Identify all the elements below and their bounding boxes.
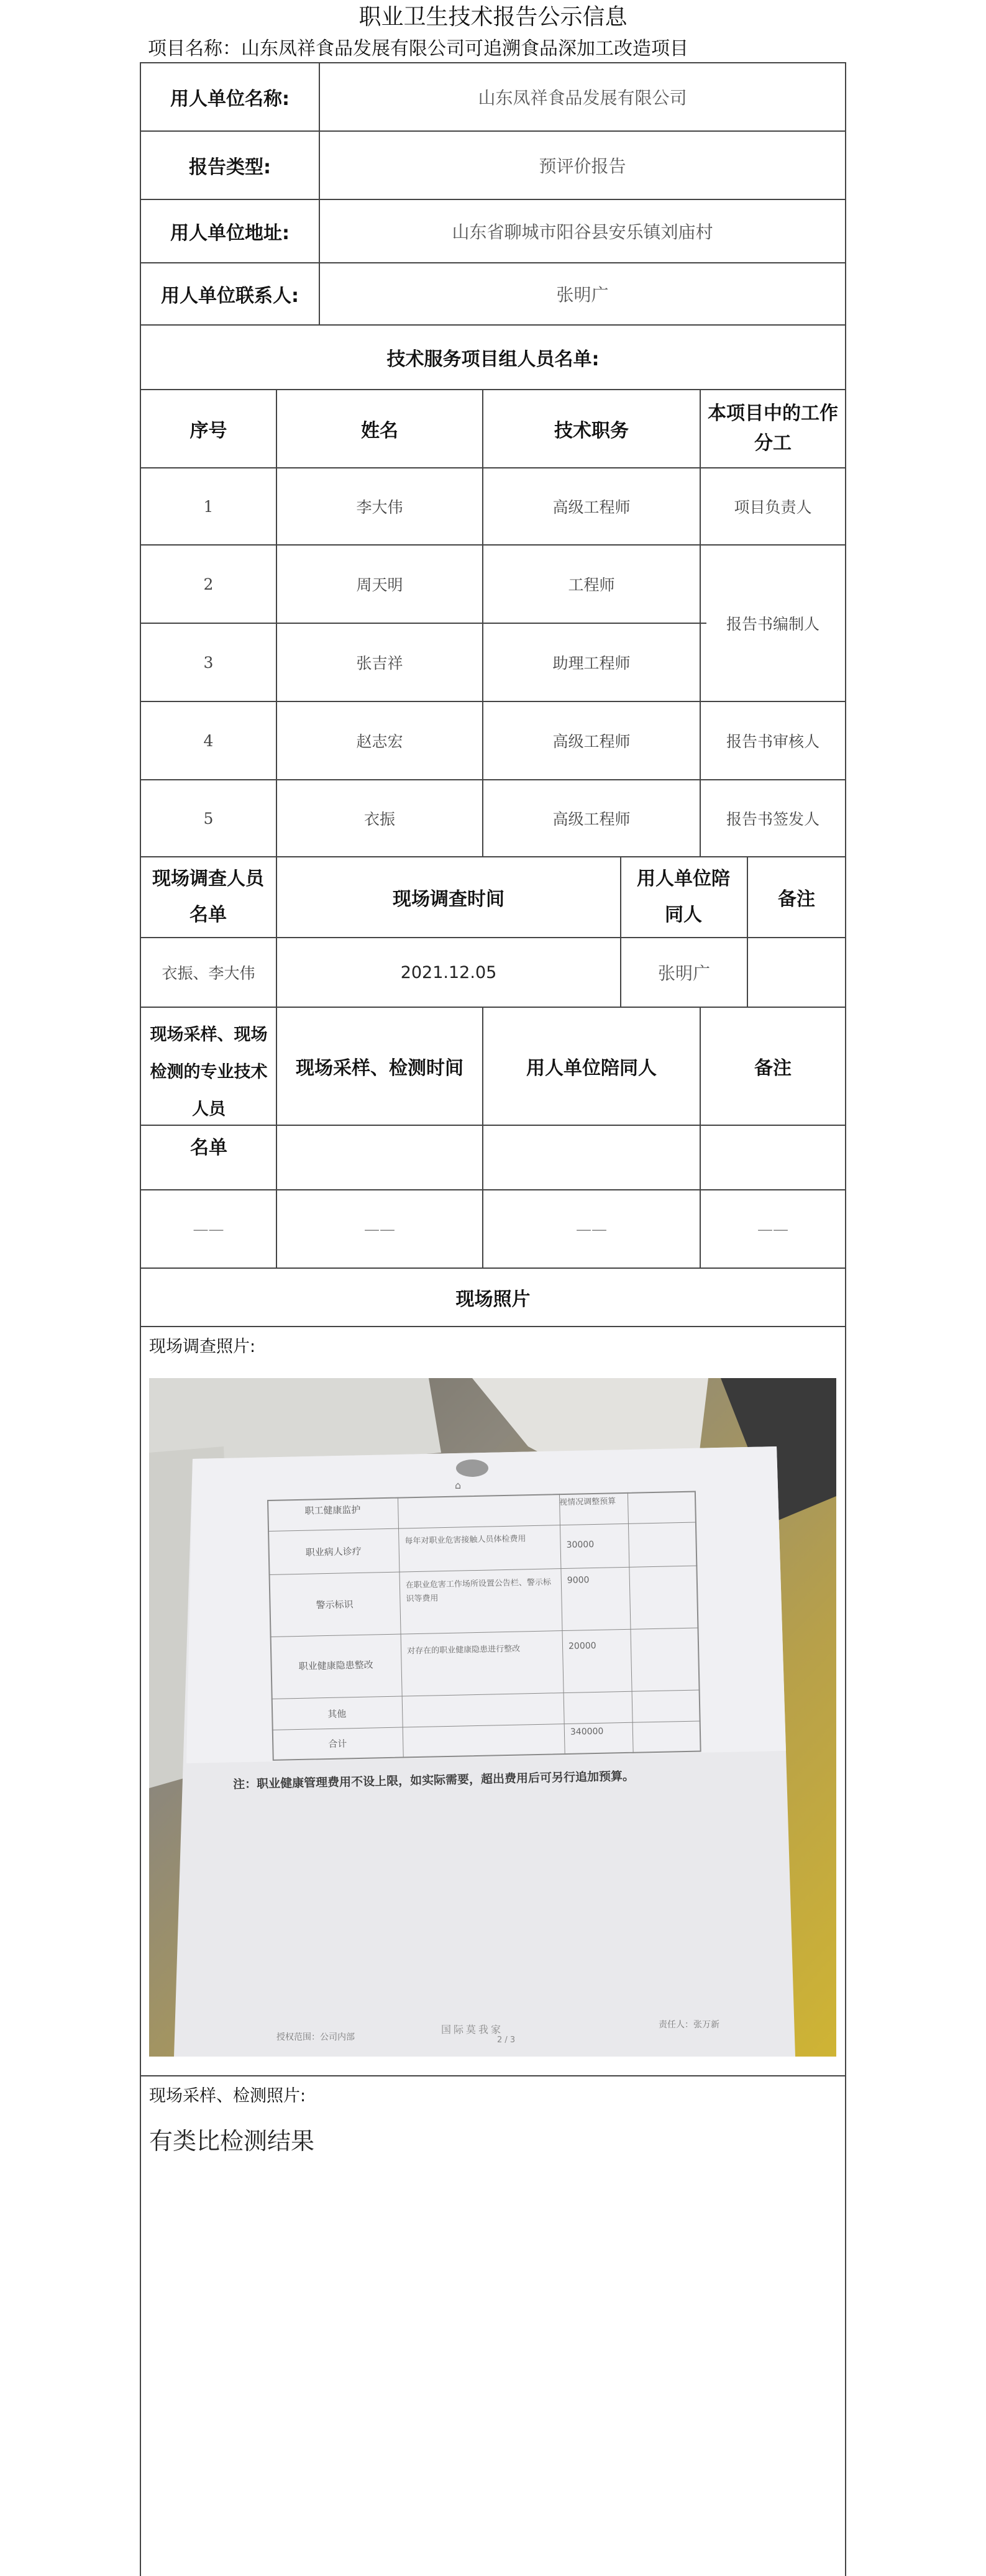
survey-photo <box>149 1378 836 2057</box>
svg-text:⌂: ⌂ <box>455 1479 462 1491</box>
photo-doc-note-1: 视情况调整预算 <box>559 1497 616 1508</box>
team-merged-role: 报告书编制人 <box>726 615 819 633</box>
project-name: 山东凤祥食品发展有限公司可追溯食品深加工改造项目 <box>241 38 688 60</box>
team-heading: 技术服务项目组人员名单: <box>386 349 600 370</box>
sampling-staff-header-text: 现场采样、现场检测的专业技术人员 <box>150 1025 268 1119</box>
sampling-photo-label: 现场采样、检测照片: <box>149 2086 306 2106</box>
sampling-escort-header: 用人单位陪同人 <box>526 1057 657 1079</box>
photo-doc-item-3: 警示标识 <box>316 1599 354 1611</box>
photo-doc-footer-page: 2 / 3 <box>497 2035 516 2045</box>
project-label: 项目名称： <box>148 38 241 60</box>
team-row-5-no: 5 <box>203 809 214 828</box>
col-name-header: 姓名 <box>361 420 398 442</box>
sampling-remark-header: 备注 <box>754 1057 792 1079</box>
photo-doc-item-2: 职业病人诊疗 <box>305 1545 362 1558</box>
col-no-header: 序号 <box>189 420 227 442</box>
photo-doc-desc-3: 在职业危害工作场所设置公告栏、警示标识等费用 <box>405 1578 552 1604</box>
team-row-1-title: 高级工程师 <box>552 498 631 516</box>
sampling-escort-dash: —— <box>576 1220 607 1238</box>
survey-escort-header: 用人单位陪同人 <box>637 868 730 926</box>
survey-remark-value <box>748 938 845 1007</box>
team-row-2-no: 2 <box>203 575 214 593</box>
contact-value: 张明广 <box>556 285 609 305</box>
team-row-4-title: 高级工程师 <box>552 733 631 751</box>
photo-doc-footer-left: 授权范围：公司内部 <box>276 2032 355 2042</box>
photo-doc-amount-2: 30000 <box>566 1539 595 1550</box>
team-row-4-name: 赵志宏 <box>356 733 403 751</box>
address-value: 山东省聊城市阳谷县安乐镇刘庙村 <box>452 222 713 242</box>
team-row-5-name: 衣振 <box>363 810 395 828</box>
photo-doc-desc-4: 对存在的职业健康隐患进行整改 <box>406 1644 521 1656</box>
sampling-time-dash: —— <box>364 1220 395 1238</box>
sampling-photo-text: 有类比检测结果 <box>149 2127 315 2155</box>
photo-doc-footer-right: 责任人：张万新 <box>659 2020 719 2030</box>
team-row-2-name: 周天明 <box>356 576 403 594</box>
team-row-2-title: 工程师 <box>568 576 615 594</box>
team-row-3-name: 张吉祥 <box>356 654 403 672</box>
photo-doc-note: 注：职业健康管理费用不设上限，如实际需要，超出费用后可另行追加预算。 <box>232 1769 635 1792</box>
team-row-4-no: 4 <box>203 731 214 750</box>
team-row-1-role: 项目负责人 <box>734 498 812 516</box>
team-row-4-role: 报告书审核人 <box>726 733 819 751</box>
photo-doc-item-5: 其他 <box>327 1708 347 1720</box>
sampling-staff-header <box>148 1016 270 1128</box>
photo-doc-amount-3: 9000 <box>567 1575 590 1586</box>
survey-staff-header: 现场调查人员名单 <box>152 868 264 926</box>
team-row-3-title: 助理工程师 <box>552 654 631 672</box>
team-row-1-no: 1 <box>203 497 214 516</box>
sampling-staff-header-cont: 名单 <box>190 1137 227 1159</box>
team-row-5-role: 报告书签发人 <box>726 810 819 828</box>
sampling-staff-dash: —— <box>193 1220 224 1238</box>
col-role-header: 本项目中的工作分工 <box>708 403 838 454</box>
team-row-5-title: 高级工程师 <box>552 810 631 828</box>
survey-escort-value: 张明广 <box>657 963 710 984</box>
survey-time-value: 2021.12.05 <box>400 962 497 982</box>
project-line <box>148 36 688 62</box>
contact-label: 用人单位联系人: <box>161 285 299 307</box>
photo-doc-item-6: 合计 <box>328 1738 347 1750</box>
survey-time-header: 现场调查时间 <box>393 888 504 910</box>
photo-doc-table <box>267 1491 701 1761</box>
report-type-label: 报告类型: <box>189 157 271 178</box>
survey-staff-value: 衣振、李大伟 <box>162 964 255 982</box>
team-row-1-name: 李大伟 <box>356 498 403 516</box>
photo-doc-footer-mid: 国际莫我家 <box>441 2024 504 2035</box>
col-title-header: 技术职务 <box>554 420 629 442</box>
unit-name-value: 山东凤祥食品发展有限公司 <box>478 88 687 108</box>
photo-doc-amount-6: 340000 <box>570 1726 604 1737</box>
team-row-3-no: 3 <box>203 653 214 672</box>
photos-heading: 现场照片 <box>455 1289 531 1310</box>
sampling-time-header: 现场采样、检测时间 <box>296 1057 463 1079</box>
photo-doc-desc-2: 每年对职业危害接触人员体检费用 <box>404 1534 526 1546</box>
photo-doc-item-4: 职业健康隐患整改 <box>298 1659 373 1672</box>
page-title: 职业卫生技术报告公示信息 <box>358 4 628 30</box>
address-label: 用人单位地址: <box>170 222 290 244</box>
report-type-value: 预评价报告 <box>539 156 626 176</box>
photo-doc-item-1: 职工健康监护 <box>304 1504 361 1517</box>
unit-name-label: 用人单位名称: <box>170 88 290 110</box>
survey-photo-label: 现场调查照片: <box>149 1337 256 1356</box>
survey-remark-header: 备注 <box>778 888 815 910</box>
photo-doc-amount-4: 20000 <box>568 1640 596 1651</box>
sampling-remark-dash: —— <box>757 1220 788 1238</box>
